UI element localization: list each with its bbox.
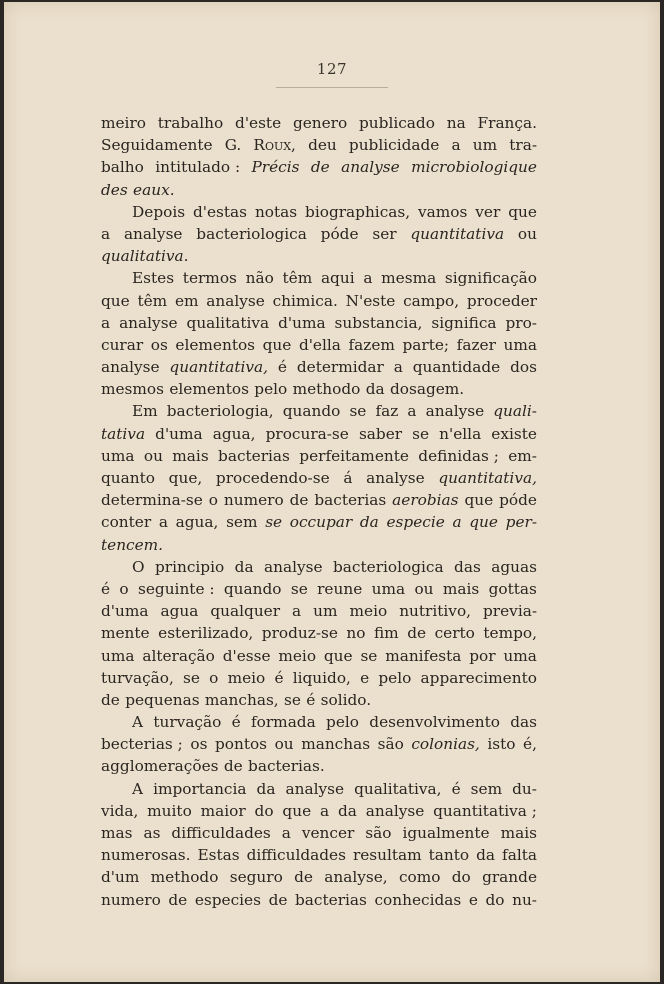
word: gottas [488, 579, 537, 598]
text-line [101, 134, 537, 156]
text-line [101, 400, 537, 422]
word: Estas [197, 846, 240, 865]
text-line [101, 733, 537, 755]
text-line [101, 223, 537, 245]
word: ou [517, 224, 537, 243]
word: a [363, 269, 373, 288]
word: n'ella [439, 424, 482, 443]
word: agua, [175, 513, 219, 532]
word: d'esse [222, 646, 271, 665]
word: o [119, 579, 129, 598]
word: das [510, 713, 537, 732]
word: quanto [101, 469, 155, 487]
word: bacterias [314, 491, 387, 510]
word: analyse [285, 779, 345, 798]
word: solido. [320, 690, 372, 709]
word: ou [414, 579, 434, 598]
word: resultam [352, 846, 422, 865]
text-line [101, 822, 537, 844]
book-page [4, 2, 660, 982]
text-line [101, 622, 537, 644]
word: qualitativa, [354, 779, 442, 798]
word: tativa [101, 424, 146, 443]
word: pelo [254, 380, 288, 399]
word: analyse, [324, 868, 388, 887]
word: mais [172, 446, 209, 465]
word: que [464, 491, 494, 510]
word: e [360, 668, 370, 687]
word: d'uma [278, 313, 326, 332]
word: se [290, 579, 308, 598]
word: Estes [132, 269, 175, 288]
word: tra- [509, 136, 537, 155]
text-line [101, 423, 537, 445]
word: da [256, 779, 276, 798]
word: parte; [402, 335, 450, 354]
word: elementos [169, 380, 249, 399]
word: liquido, [292, 668, 351, 687]
word: quantitativa [410, 224, 505, 243]
word: a [393, 358, 403, 377]
word: analyse [366, 469, 425, 487]
word: uma [503, 646, 537, 665]
word: França. [477, 114, 537, 132]
word: proceder [466, 291, 537, 310]
word: sem [226, 513, 258, 532]
word: Seguidamente [101, 136, 213, 155]
word: um [313, 602, 338, 621]
word: manifesta [385, 646, 462, 665]
word: d'uma [155, 424, 203, 443]
word: curar [101, 335, 144, 354]
word: em- [508, 446, 537, 465]
word: analyse [206, 291, 265, 310]
text-line [101, 378, 537, 400]
word: é [451, 779, 461, 798]
text-line [101, 156, 537, 178]
word: tempo, [483, 624, 537, 643]
word: meio [227, 668, 266, 687]
word: esterilizado, [158, 624, 254, 643]
text-line [101, 645, 537, 667]
word: A [132, 779, 144, 798]
word: ou [143, 446, 163, 465]
text-line [101, 467, 537, 489]
word: analyse [123, 224, 183, 243]
word: bacteriologica [196, 224, 307, 243]
word: a [452, 513, 462, 532]
word: aqui [320, 269, 355, 288]
word: genero [292, 114, 348, 132]
word: a [451, 136, 461, 155]
word: Em [132, 402, 158, 421]
word: na [446, 114, 466, 132]
word: eaux. [133, 180, 175, 199]
word: microbiologique [411, 158, 537, 177]
word: muito [147, 801, 192, 820]
word: mas [101, 824, 133, 842]
word: que [323, 646, 353, 665]
word: O [132, 557, 145, 576]
word: meiro [101, 114, 146, 132]
word: de [268, 890, 288, 909]
text-line [101, 179, 537, 201]
word: mais [442, 579, 480, 598]
word: Précis [251, 158, 300, 177]
word: bacterias [295, 890, 367, 909]
word: qualitativa [186, 313, 270, 332]
word: vamos [418, 202, 468, 221]
word: que [469, 513, 498, 532]
word: procedendo-se [215, 469, 330, 487]
header-rule [276, 87, 388, 88]
word: colonias, [411, 735, 480, 754]
word: é [274, 668, 284, 687]
word: de [168, 890, 188, 909]
word: é [231, 713, 241, 732]
word: reune [317, 579, 363, 598]
word: no [346, 624, 366, 643]
word: d'um [101, 868, 140, 887]
word: que [508, 202, 537, 221]
word: é [101, 579, 111, 598]
word: bacterias. [248, 757, 325, 776]
word: per- [505, 513, 537, 532]
word: numero [223, 491, 284, 510]
word: da [365, 380, 385, 399]
word: conter [101, 513, 152, 532]
word: desenvolvimento [369, 713, 500, 732]
word: sem [470, 779, 503, 798]
text-line [101, 445, 537, 467]
word: a [292, 602, 302, 621]
word: os [190, 735, 208, 754]
word: agua [160, 602, 199, 621]
text-line [101, 201, 537, 223]
text-line [101, 711, 537, 733]
word: fazem [348, 335, 395, 354]
text-line [101, 312, 537, 334]
body-text [101, 112, 537, 911]
word: mesmos [101, 380, 164, 399]
word: a [101, 313, 111, 332]
word: nu- [512, 890, 537, 909]
word: da [359, 513, 379, 532]
word: aerobias [392, 491, 459, 510]
word: bacteriologia, [166, 402, 274, 421]
word: se [412, 424, 430, 443]
word: saber [358, 424, 403, 443]
word: difficuldades [246, 846, 346, 865]
word: analyse [264, 557, 323, 576]
word: em [174, 291, 199, 310]
word: previa- [483, 602, 537, 621]
word: substancia, [334, 313, 423, 332]
word: apparecimento [420, 668, 537, 687]
word: que, [168, 469, 203, 487]
word: das [454, 557, 481, 576]
word: aguas [491, 557, 537, 576]
text-line [101, 245, 537, 267]
word: as [143, 824, 161, 842]
word: publicado [359, 114, 435, 132]
word: mais [500, 824, 537, 842]
word: é, [523, 735, 537, 754]
word: mente [101, 624, 150, 643]
word: se [265, 513, 283, 532]
word: chimica. [272, 291, 338, 310]
text-line [101, 866, 537, 888]
word: qualquer [210, 602, 281, 621]
text-line [101, 600, 537, 622]
word: quando [282, 402, 341, 421]
text-line [101, 112, 537, 134]
word: a [407, 402, 417, 421]
word: d'este [235, 114, 282, 132]
word: analyse [365, 801, 425, 820]
word: termos [182, 269, 237, 288]
word: publicidade [348, 136, 440, 155]
word: á [343, 469, 353, 487]
word: do [451, 868, 471, 887]
word: principio [155, 557, 225, 576]
word: se [360, 646, 378, 665]
word: d'estas [192, 202, 248, 221]
word: igualmente [402, 824, 490, 842]
word: são [377, 735, 404, 754]
text-line [101, 511, 537, 533]
word: uma [101, 446, 135, 465]
word: pelo [378, 668, 412, 687]
word: de [223, 757, 243, 776]
word: se [183, 668, 200, 687]
word: d'ella [298, 335, 341, 354]
word: definidas ; [418, 446, 499, 465]
word: como [398, 868, 441, 887]
word: N'este [345, 291, 396, 310]
word: grande [482, 868, 537, 887]
word: difficuldades [171, 824, 271, 842]
word: que [101, 291, 130, 310]
word: do [254, 801, 274, 820]
word: póde [320, 224, 359, 243]
word: especies [194, 890, 261, 909]
word: analyse [425, 402, 485, 421]
word: manchas, [204, 690, 279, 709]
word: trabalho [157, 114, 224, 132]
word: por [469, 646, 496, 665]
word: quando [223, 579, 282, 598]
word: notas [254, 202, 298, 221]
word: ou [274, 735, 294, 754]
word: falta [502, 846, 537, 865]
word: deu [308, 136, 337, 155]
word: é [306, 690, 316, 709]
word: de [289, 491, 309, 510]
word: da [234, 557, 254, 576]
word: têm [137, 291, 168, 310]
word: que [282, 801, 312, 820]
word: vida, [101, 801, 139, 820]
word: ver [475, 202, 501, 221]
word: da [476, 846, 496, 865]
word: campo, [403, 291, 460, 310]
word: analyse [341, 158, 400, 177]
word: produz-se [261, 624, 338, 643]
word: fazer [456, 335, 496, 354]
word: qualitativa. [101, 247, 189, 266]
word: A [132, 713, 144, 732]
word: determidar [296, 358, 384, 377]
word: quali- [493, 402, 537, 421]
word: a [319, 801, 330, 820]
word: alteração [142, 646, 215, 665]
word: faz [375, 402, 399, 421]
word: numerosas. [101, 846, 191, 865]
word: meio [349, 602, 388, 621]
word: occupar [289, 513, 353, 532]
word: G. [224, 136, 242, 155]
word: não [245, 269, 274, 288]
word: a [101, 224, 111, 243]
word: des [101, 180, 128, 199]
word: existe [491, 424, 537, 443]
text-line [101, 556, 537, 578]
word: bacteriologica [333, 557, 444, 576]
word: ser [372, 224, 397, 243]
word: biographicas, [305, 202, 411, 221]
word: especie [386, 513, 445, 532]
word: de [294, 868, 313, 887]
word: que [262, 335, 292, 354]
word: conhecidas [374, 890, 462, 909]
word: dos [510, 358, 537, 377]
text-line [101, 578, 537, 600]
page-number: 127 [316, 60, 348, 78]
word: a [158, 513, 168, 532]
word: significa [431, 313, 497, 332]
word: o [209, 668, 219, 687]
word: isto [487, 735, 516, 754]
word: turvação [153, 713, 222, 732]
word: quantitativa, [438, 469, 537, 487]
word: se [349, 402, 367, 421]
text-line [101, 844, 537, 866]
word: vencer [301, 824, 355, 842]
word: bacterias [218, 446, 290, 465]
text-line [101, 755, 537, 777]
word: agua, [212, 424, 256, 443]
word: nutritivo, [399, 602, 472, 621]
word: pelo [326, 713, 359, 732]
word: se [284, 690, 301, 709]
word: turvação, [101, 668, 174, 687]
word: pontos [214, 735, 268, 754]
word: certo [434, 624, 475, 643]
word: Roux, [253, 136, 296, 155]
word: Depois [132, 202, 186, 221]
text-line [101, 778, 537, 800]
text-line [101, 667, 537, 689]
word: formada [251, 713, 316, 732]
word: uma [503, 335, 537, 354]
text-line [101, 800, 537, 822]
text-line [101, 689, 537, 711]
text-line [101, 334, 537, 356]
word: quantidade [412, 358, 501, 377]
word: uma [101, 646, 135, 665]
word: de [310, 158, 330, 177]
word: fim [373, 624, 399, 643]
word: becterias ; [101, 735, 183, 754]
word: tanto [428, 846, 470, 865]
word: pro- [505, 313, 537, 332]
word: meio [278, 646, 317, 665]
word: du- [512, 779, 537, 798]
word: maior [200, 801, 246, 820]
word: têm [282, 269, 313, 288]
word: numero [101, 890, 161, 909]
word: são [365, 824, 392, 842]
word: intitulado : [155, 158, 241, 177]
word: elementos [175, 335, 256, 354]
word: é [277, 358, 287, 377]
word: agglomerações [101, 757, 219, 776]
word: mesma [381, 269, 437, 288]
word: determina-se [101, 491, 203, 510]
text-line [101, 889, 537, 911]
word: methodo [150, 868, 219, 887]
word: analyse [119, 313, 178, 332]
word: de [407, 624, 427, 643]
word: significação [444, 269, 537, 288]
word: importancia [153, 779, 247, 798]
word: de [101, 690, 120, 709]
word: a [281, 824, 291, 842]
word: seguinte : [138, 579, 215, 598]
text-line [101, 267, 537, 289]
word: manchas [301, 735, 371, 754]
word: uma [371, 579, 406, 598]
word: pequenas [125, 690, 200, 709]
word: quantitativa ; [433, 801, 537, 820]
word: quantitativa, [169, 358, 269, 377]
word: o [208, 491, 218, 510]
word: methodo [292, 380, 361, 399]
text-line [101, 356, 537, 378]
word: os [150, 335, 168, 354]
word: tencem. [101, 535, 164, 554]
text-line [101, 534, 537, 556]
word: procura-se [265, 424, 349, 443]
word: seguro [229, 868, 283, 887]
word: do [485, 890, 505, 909]
word: d'uma [101, 602, 149, 621]
word: da [337, 801, 357, 820]
word: um [472, 136, 498, 155]
word: póde [499, 491, 537, 510]
word: perfeitamente [299, 446, 409, 465]
word: balho [101, 158, 144, 177]
word: dosagem. [389, 380, 465, 399]
text-line [101, 489, 537, 511]
word: e [468, 890, 478, 909]
text-line [101, 290, 537, 312]
word: analyse [101, 358, 160, 377]
